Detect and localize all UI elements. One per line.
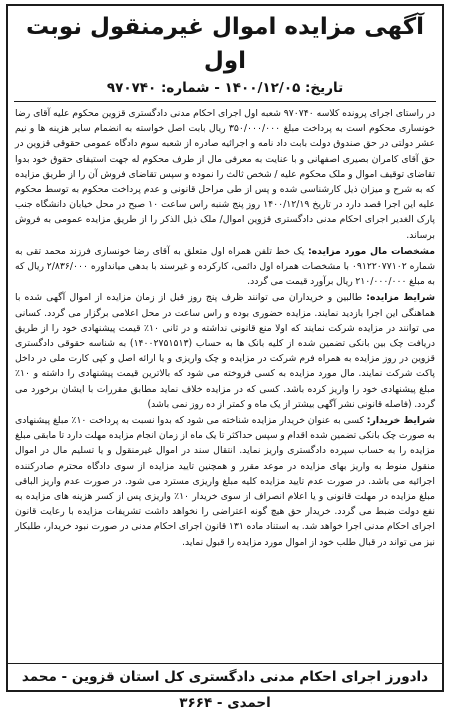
notice-date-number: تاریخ: ۱۴۰۰/۱۲/۰۵ - شماره: ۹۷۰۷۴۰: [14, 78, 436, 102]
terms-paragraph: [15, 290, 435, 412]
notice-body: [8, 106, 442, 550]
buyer-text: کسی به عنوان خریدار مزایده شناخته می شود که بدوا نسبت به پرداخت ۱۰٪ مبلغ پیشنهادی به صورت چک بانکی تضمین شده اقدام و سپس حداکثر تا یک ماه از زمان انجام مزایده مهلت دارد تا مابقی مبلغ مزایده را به حساب سپرده دادگستری واریز نماید. انتقال سند در اموال غیرمنقول و یا تسلیم مال در اموال منقول منوط به واریز بهای مزایده در موعد مقرر و همچنین تایید مزایده از سوی دادگاه محترم صادرکننده اجرائیه می باشد. در صورت عدم تایید مزایده کلیه مبلغ واریزی مسترد می شود. در صورت عدم واریز الباقی مبلغ مزایده در مهلت قانونی و یا اعلام انصراف از سوی خریدار ۱۰٪ واریزی پس از کسر هزینه های مزایده به نفع دولت ضبط می گردد. خریدار حق هیچ گونه اعتراضی را نخواهد داشت تشریفات مزایده با رعایت قانون اجرای احکام مدنی اجرا خواهد شد. به استناد ماده ۱۳۱ قانون اجرای احکام مدنی در صورت نبود خریدار، طلبکار نیز می تواند در قبال طلب خود از اموال مورد مزایده را قبول نماید.: [15, 415, 436, 548]
buyer-paragraph: [15, 413, 435, 550]
property-label: مشخصات مال مورد مزایده:: [307, 245, 435, 257]
terms-text: طالبین و خریداران می توانند ظرف پنج روز قبل از زمان مزایده از اموال آگهی شده با هماهنگی این اجرا بازدید نمایند. مزایده حضوری بوده و راس ساعت در محل اعلامی برگزار می گردد. کسانی می توانند در مزایده شرکت نمایند که اولا منع قانونی نداشته و در ثانی ۱۰٪ قیمت پیشنهادی خود را از طریق دریافت چک بین بانکی تضمین شده از کلیه بانک ها به حساب (۱۴۰۰۲۷۵۱۵۱۳) به شناسه حقوقی دادگستری قزوین در روز مزایده به همراه فرم شرکت در مزایده و چک واریزی و یا ارائه اصل و کپی کارت ملی در داخل پاکت شرکت نمایند. مال مورد مزایده به کسی فروخته می شود که بالاترین قیمت پیشنهادی را داشته و ۱۰٪ مبلغ پیشنهادی خود را واریز کرده باشد. کسی که در مزایده خلاف نماید مطابق مقررات با ایشان برخورد می گردد. (فاصله قانونی نشر آگهی بیشتر از یک ماه و کمتر از ده روز نمی باشد): [15, 292, 436, 410]
buyer-label: شرایط خریدار:: [366, 415, 436, 427]
auction-notice: [6, 4, 444, 711]
intro-paragraph: در راستای اجرای پرونده کلاسه ۹۷۰۷۴۰ شعبه اول اجرای احکام مدنی دادگستری قزوین محکوم علیه آقای رضا خونساری محکوم است به پرداخت مبلغ ۳۵۰/۰۰۰/۰۰۰ ریال بابت اصل خواسته به انضمام سایر هزینه ها و نیم عشر دولتی در حق صندوق دولت بابت داد نامه و اجرائیه صادره از شعبه سوم دادگاه عمومی حقوقی قزوین در حق آقای کامران بصیری اصفهانی و با عنایت به معرفی مال از طرف محکوم له جهت استیفای حقوق خود بدوا تقاضای توقیف اموال و ملک محکوم علیه / شخص ثالث را نموده و سپس تقاضای فروش آن را از طریق مزایده که به شرح و میزان ذیل کارشناسی شده و پس از طی مراحل قانونی و عدم پرداخت محکوم به توسط محکوم علیه این اجرا قصد دارد در تاریخ ۱۴۰۰/۱۲/۱۹ روز پنج شنبه راس ساعت ۱۰ صبح در محل خیابان دانشگاه جنب پارک الغدیر اجرای احکام مدنی دادگستری قزوین اموال/ ملک ذیل الذکر را از طریق مزایده عمومی به فروش برساند.: [15, 108, 435, 241]
notice-signature: دادورز اجرای احکام مدنی دادگستری کل استان قزوین - محمد احمدی - ۳۶۶۴: [8, 663, 442, 690]
property-text: یک خط تلفن همراه اول متعلق به آقای رضا خونساری فرزند محمد تقی به شماره ۰۹۱۲۲۰۷۷۱۰۲ با مشخصات همراه اول دائمی، کارکرده و غیرسند با بدهی میانداوره ۲/۸۳۶/۰۰۰ ریال که به مبلغ ۲۱۰/۰۰۰/۰۰۰ ریال برآورد قیمت می گردد.: [15, 245, 435, 288]
terms-label: شرایط مزایده:: [366, 292, 435, 304]
property-paragraph: [15, 244, 435, 290]
notice-title: آگهی مزایده اموال غیرمنقول نوبت اول: [25, 14, 425, 74]
